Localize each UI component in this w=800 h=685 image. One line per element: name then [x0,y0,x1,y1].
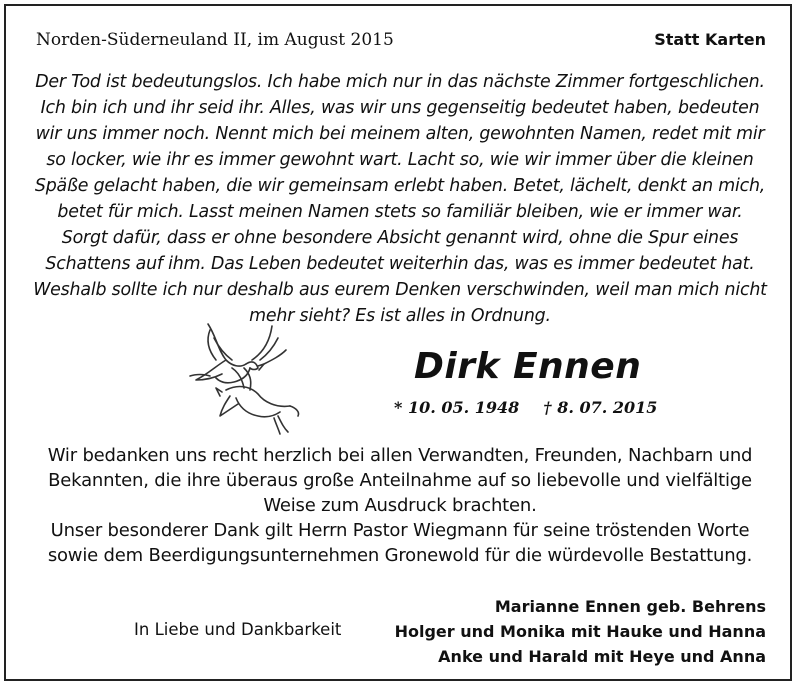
notice-header [36,30,766,50]
doves-icon [186,316,304,436]
birth-date: * 10. 05. 1948 [394,398,520,417]
thanks-line: Unser besonderer Dank gilt Herrn Pastor Wiegmann für seine tröstenden Worte [50,520,750,541]
poem-line: wir uns immer noch. Nennt mich bei meinem alten, gewohnten Namen, redet mit mir [35,124,765,144]
poem-line: Schattens auf ihm. Das Leben bedeutet weiterhin das, was es immer bedeutet hat. [45,254,755,274]
poem-line: Sorgt dafür, dass er ohne besondere Absicht genannt wird, ohne die Spur eines [61,228,739,248]
thanks-line: sowie dem Beerdigungsunternehmen Gronewold für die würdevolle Bestattung. [47,545,753,566]
thanks-line: Wir bedanken uns recht herzlich bei allen Verwandten, Freunden, Nachbarn und [47,445,753,466]
closing-phrase: In Liebe und Dankbarkeit [134,620,342,639]
death-date: † 8. 07. 2015 [543,398,658,417]
signer: Anke und Harald mit Heye und Anna [438,647,766,666]
poem-line: betet für mich. Lasst meinen Namen stets so familiär bleiben, wie er immer war. [57,202,743,222]
poem-line: so locker, wie ihr es immer gewohnt wart. Lacht so, wie wir immer über die kleinen [46,150,754,170]
poem-line: mehr sieht? Es ist alles in Ordnung. [249,306,551,326]
poem-line: Der Tod ist bedeutungslos. Ich habe mich nur in das nächste Zimmer fortgeschlichen. [35,72,765,92]
life-dates [394,398,657,417]
place-date: Norden-Süderneuland II, im August 2015 [36,30,394,50]
poem-line: Ich bin ich und ihr seid ihr. Alles, was wir uns gegenseitig bedeutet haben, bedeuten [40,98,760,118]
signers-list [395,594,766,669]
signer: Marianne Ennen geb. Behrens [494,597,766,616]
deceased-name: Dirk Ennen [414,346,642,387]
thanks-line: Weise zum Ausdruck brachten. [263,495,537,516]
thanks-text [20,443,780,568]
thanks-line: Bekannten, die ihre überaus große Anteilnahme auf so liebevolle und vielfältige [48,470,752,491]
signer: Holger und Monika mit Hauke und Hanna [394,622,766,641]
statt-karten-label: Statt Karten [654,30,766,49]
poem-line: Weshalb sollte ich nur deshalb aus eurem Denken verschwinden, weil man mich nicht [33,280,767,300]
poem-line: Späße gelacht haben, die wir gemeinsam erlebt haben. Betet, lächelt, denkt an mich, [34,176,766,196]
memorial-poem [20,69,780,329]
